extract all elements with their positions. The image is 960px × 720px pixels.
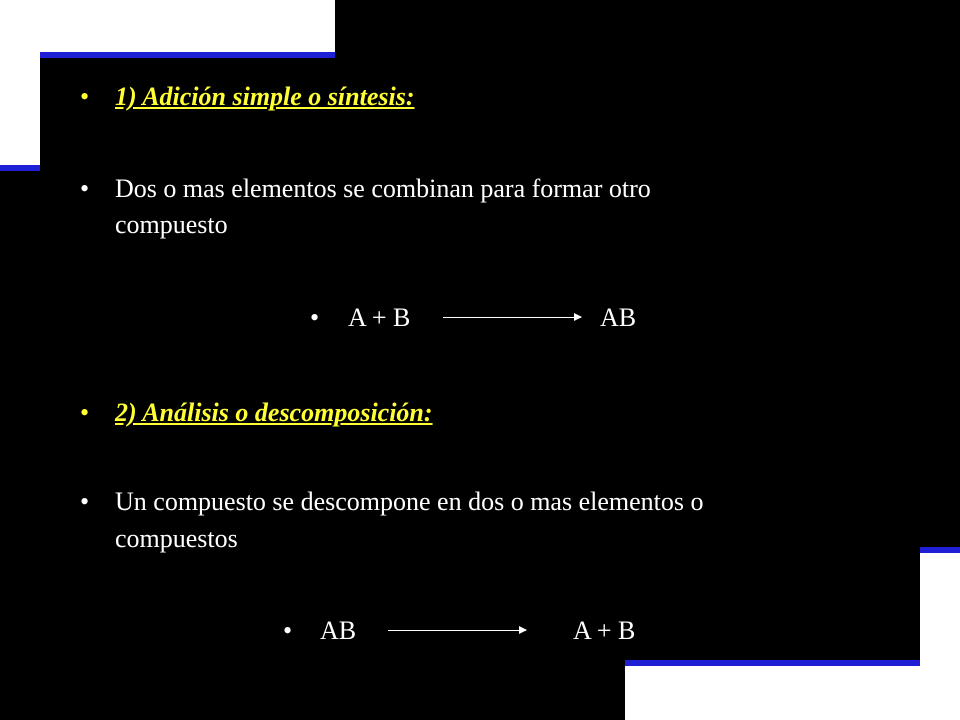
equation-analysis [283, 614, 663, 648]
heading-analysis: 2) Análisis o descomposición: [115, 398, 433, 427]
equation-reactant: AB [320, 616, 357, 645]
equation-product: AB [600, 303, 637, 332]
equation-products: A + B [573, 616, 636, 645]
text-line: compuestos [115, 524, 238, 553]
bullet: • [80, 398, 90, 427]
bullet: • [80, 487, 90, 516]
bullet: • [80, 82, 90, 111]
heading-synthesis: 1) Adición simple o síntesis: [115, 82, 415, 111]
text-line: Dos o mas elementos se combinan para formar otro [115, 174, 651, 203]
text-line: compuesto [115, 210, 228, 239]
arrow-icon [388, 630, 526, 631]
equation-reactants: A + B [348, 303, 411, 332]
text-line: Un compuesto se descompone en dos o mas elementos o [115, 487, 704, 516]
arrow-icon [443, 317, 581, 318]
bullet: • [310, 303, 320, 332]
equation-synthesis [310, 301, 650, 335]
bullet: • [80, 174, 90, 203]
bullet: • [283, 616, 293, 645]
